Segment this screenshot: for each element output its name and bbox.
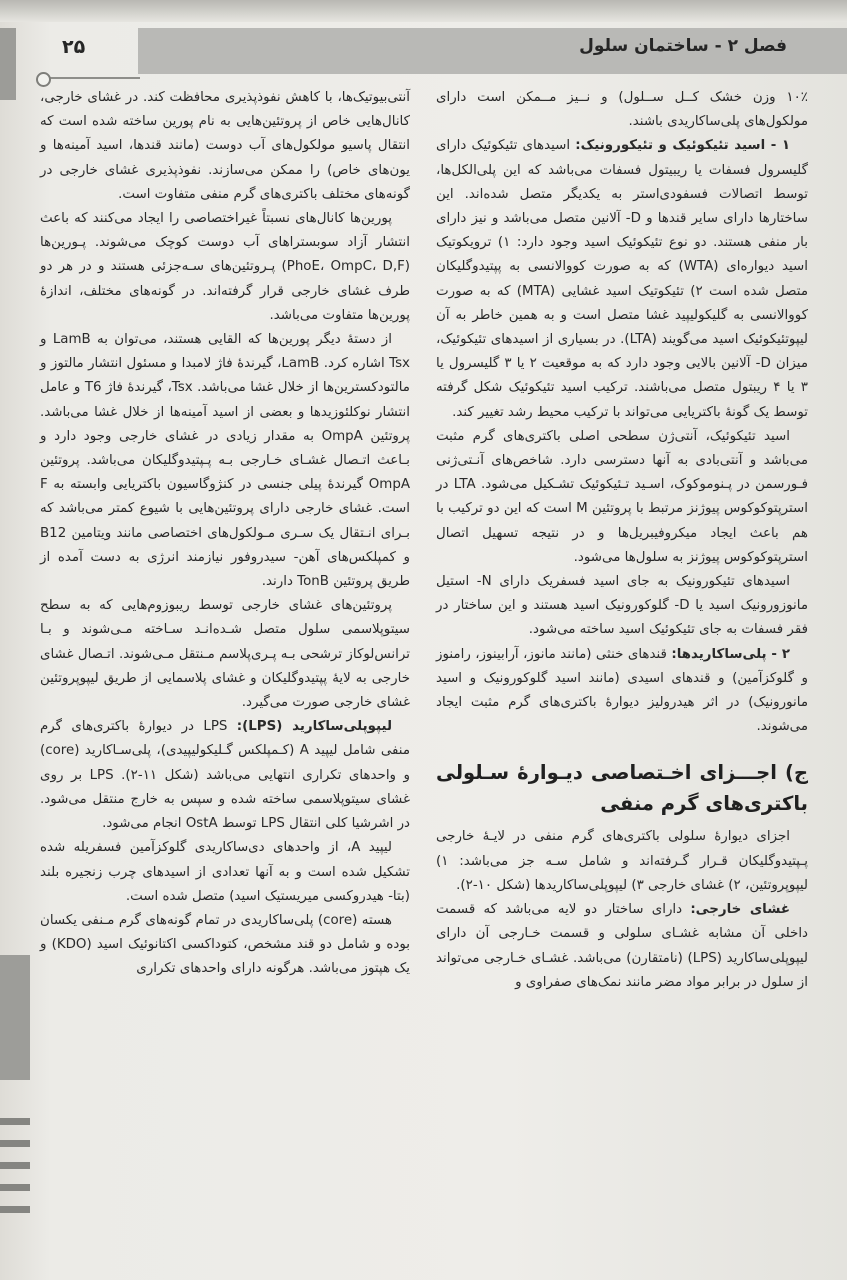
left-text-column [40,86,410,982]
page-top-shadow [0,0,847,22]
paragraph: پورین‌ها کانال‌های نسبتاً غیراختصاصی را ایجاد می‌کنند که باعث انتشار آزاد سوبستراهای آب دوست کوچک می‌شوند. پـورین‌ها (PhoE، OmpC، D,F) پـروتئین‌های سـه‌جزئی هستند و در هر دو طرف غشای خارجی قرار گرفته‌اند. در گونه‌های مختلف، اندازهٔ پورین‌ها متفاوت می‌باشد. [40,211,411,323]
paragraph: ۱۰٪ وزن خشک کــل ســلول) و نــیز مــمکن است دارای مولکول‌های پلی‌ساکاریدی باشند. [436,90,808,130]
section-heading: ج) اجـــزای اخـتصاصی دیـوارهٔ سـلولی باکتری‌های گرم منفی [436,761,808,816]
paragraph-lead: غشای خارجی: [690,902,790,918]
header-dot [36,72,51,87]
paragraph-lead: ۱ - اسید تئیکوئیک و تئیکورونیک: [575,138,790,154]
paragraph-lead: لیپوپلی‌ساکارید (LPS): [236,719,392,735]
paragraph [436,898,808,995]
paragraph-body: دارای ساختار دو لایه می‌باشد که قسمت داخلی آن مشابه غشـای سلولی و قسمت خـارجی آن دارای لیپوپلی‌ساکارید (LPS) (نامتقارن) می‌باشد. غشـای خـارجی می‌تواند از سلول در برابر مواد مضر مانند نمک‌های صفراوی و [436,902,808,990]
right-text-column [436,86,808,995]
paragraph: پروتئین‌های غشای خارجی توسط ریبوزوم‌هایی که به سطح سیتوپلاسمی سلول متصل شـده‌انـد سـاخته مـی‌شوند و بـا ترانس‌لوکاز ترشحی بـه پـری‌پلاسم مـنتقل مـی‌شوند. اتـصال غشای خارجی به لایهٔ پپتیدوگلیکان و غشای پلاسمایی از طریق لیپوپروتئین غشای خارجی صورت می‌گیرد. [40,598,410,711]
paragraph: از دستهٔ دیگر پورین‌ها که القایی هستند، می‌توان به LamB و Tsx اشاره کرد. LamB، گیرندهٔ فاژ لامبدا و مسئول انتشار مالتوز و مالتودکسترین‌ها از خلال غشا می‌باشد. Tsx، گیرندهٔ فاژ T6 و عامل انتشار نوکلئوزیدها و بعضی از اسید آمینه‌ها از خلال غشا می‌باشد. پروتئین OmpA به مقدار زیادی در غشای خارجی وجود دارد و بـاعث اتـصال غشـای خـارجی بـه پـپتیدوگلیکان می‌باشد. پروتئین OmpA گیرندهٔ پیلی جنسی در کنژوگاسیون باکتریایی وابسته به F است. غشای خارجی دارای پروتئین‌هایی با شیوع کمتر می‌باشد که بـرای انـتقال یک سـری مـولکول‌های اختصاصی مانند ویتامین B12 و کمپلکس‌های آهن- سیدروفور نیازمند انرژی به دست آمده از طریق پروتئین TonB دارند. [40,332,411,590]
chapter-title: فصل ۲ - ساختمان سلول [579,36,787,56]
left-margin-block [0,955,30,1080]
paragraph-body: LPS در دیوارهٔ باکتری‌های گرم منفی شامل لیپید A (کـمپلکس گـلیکولیپیدی)، پلی‌سـاکارید (core) و واحدهای تکراری انتهایی می‌باشد (شکل ۱۱-۲). LPS بر روی غشای سیتوپلاسمی ساخته شده و سپس به خارج منتقل می‌شود. در اشرشیا کلی انتقال LPS توسط OstA انجام می‌شود. [40,719,411,832]
paragraph-body: اسیدهای تئیکوئیک دارای گلیسرول فسفات یا ریبیتول فسفات می‌باشد که این پلی‌الکل‌ها، توسط اتصالات فسفودی‌استر به یکدیگر متصل شده‌اند. این ساختارها دارای سایر قندها و D- آلانین متصل می‌باشد و نیز دارای بار منفی هستند. دو نوع تئیکوئیک اسید وجود دارد: ۱) ترویکوتیک اسید دیواره‌ای (WTA) که به صورت کووالانسی به پپتیدوگلیکان متصل شده است ۲) تئیکوتیک اسید غشایی (MTA) که به صورت کووالانسی به گلیکولیپید غشا متصل است و به همین خاطر به آن لیپوتئیکوئیک اسید می‌گویند (LTA). در بسیاری از اسیدهای تئیکوئیک، میزان D- آلانین بالایی وجود دارد که به موقعیت ۲ یا ۳ گلیسرول یا ۳ یا ۴ ریبتول متصل می‌باشند. ترکیب اسید تئیکوئیک شکل گرفته توسط یک گونهٔ باکتریایی می‌تواند با ترکیب محیط رشد تغییر کند. [436,138,809,420]
paragraph [436,643,808,740]
paragraph: آنتی‌بیوتیک‌ها، با کاهش نفوذپذیری محافظت کند. در غشای خارجی، کانال‌هایی خاص از پروتئین‌هایی به نام پورین ساخته شده است که انتقال پاسیو مولکول‌های آب دوست (مانند قندها، اسید آمینه‌ها و یون‌های خاص) را ممکن می‌سازند. نفوذپذیری غشای خارجی در گونه‌های مختلف باکتری‌های گرم منفی متفاوت است. [40,90,410,202]
paragraph: اجزای دیوارهٔ سلولی باکتری‌های گرم منفی در لایـهٔ خارجی پـپتیدوگلیکان قـرار گـرفته‌اند و شامل سـه جز می‌باشد: ۱) لیپوپروتئین، ۲) غشای خارجی ۳) لیپوپلی‌ساکاریدها (شکل ۱۰-۲). [436,829,808,893]
paragraph-lead: ۲ - پلی‌ساکاریدها: [671,646,790,662]
margin-tick [0,1118,30,1125]
paragraph [40,715,410,836]
paragraph [436,134,808,424]
paragraph-body: قندهای خنثی (مانند مانوز، آرابینوز، رامنوز و گلوکزآمین) و قندهای اسیدی (مانند اسید گلوکورونیک و اسید مانورونیک) در اثر هیدرولیز دیوارهٔ باکتری‌های گرم مثبت ایجاد می‌شوند. [436,646,808,735]
left-edge-tab [0,28,16,100]
margin-tick [0,1162,30,1169]
paragraph: هسته (core) پلی‌ساکاریدی در تمام گونه‌های گرم مـنفی یکسان بوده و شامل دو قند مشخص، کتوداکسی اکتانوئیک اسید (KDO) و یک هپتوز می‌باشد. هرگونه دارای واحدهای تکراری [40,912,411,977]
paragraph: لیپید A، از واحدهای دی‌ساکاریدی گلوکزآمین فسفریله شده تشکیل شده است و به آنها تعدادی از اسیدهای چرب زنجیره بلند (بتا- هیدروکسی میریستیک اسید) متصل شده است. [40,840,410,904]
margin-tick [0,1184,30,1191]
paragraph: اسید تئیکوئیک، آنتی‌ژن سطحی اصلی باکتری‌های گرم مثبت می‌باشد و آنتی‌بادی به آنها دسترسی دارد. شاخص‌های آنـتی‌ژنی فـورسمن در پـنوموکوک، اسـید تـئیکوئیک تشـکیل می‌شود. LTA در استرپتوکوکوس پیوژنز مرتبط با پروتئین M است که این دو ترکیب با هم باعث ایجاد میکروفیبریل‌ها و در نتیجه تسهیل اتصال استرپتوکوکوس پیوژنز به سلول‌ها می‌شود. [436,428,809,565]
header-rule [40,77,140,79]
paragraph: اسیدهای تئیکورونیک به جای اسید فسفریک دارای N- استیل مانوزورونیک اسید یا D- گلوکورونیک اسید هستند و این ساختار در فقر فسفات به جای تئیکوئیک اسید ساخته می‌شود. [436,574,808,638]
page-number: ۲۵ [62,36,86,58]
margin-tick [0,1206,30,1213]
margin-tick [0,1140,30,1147]
